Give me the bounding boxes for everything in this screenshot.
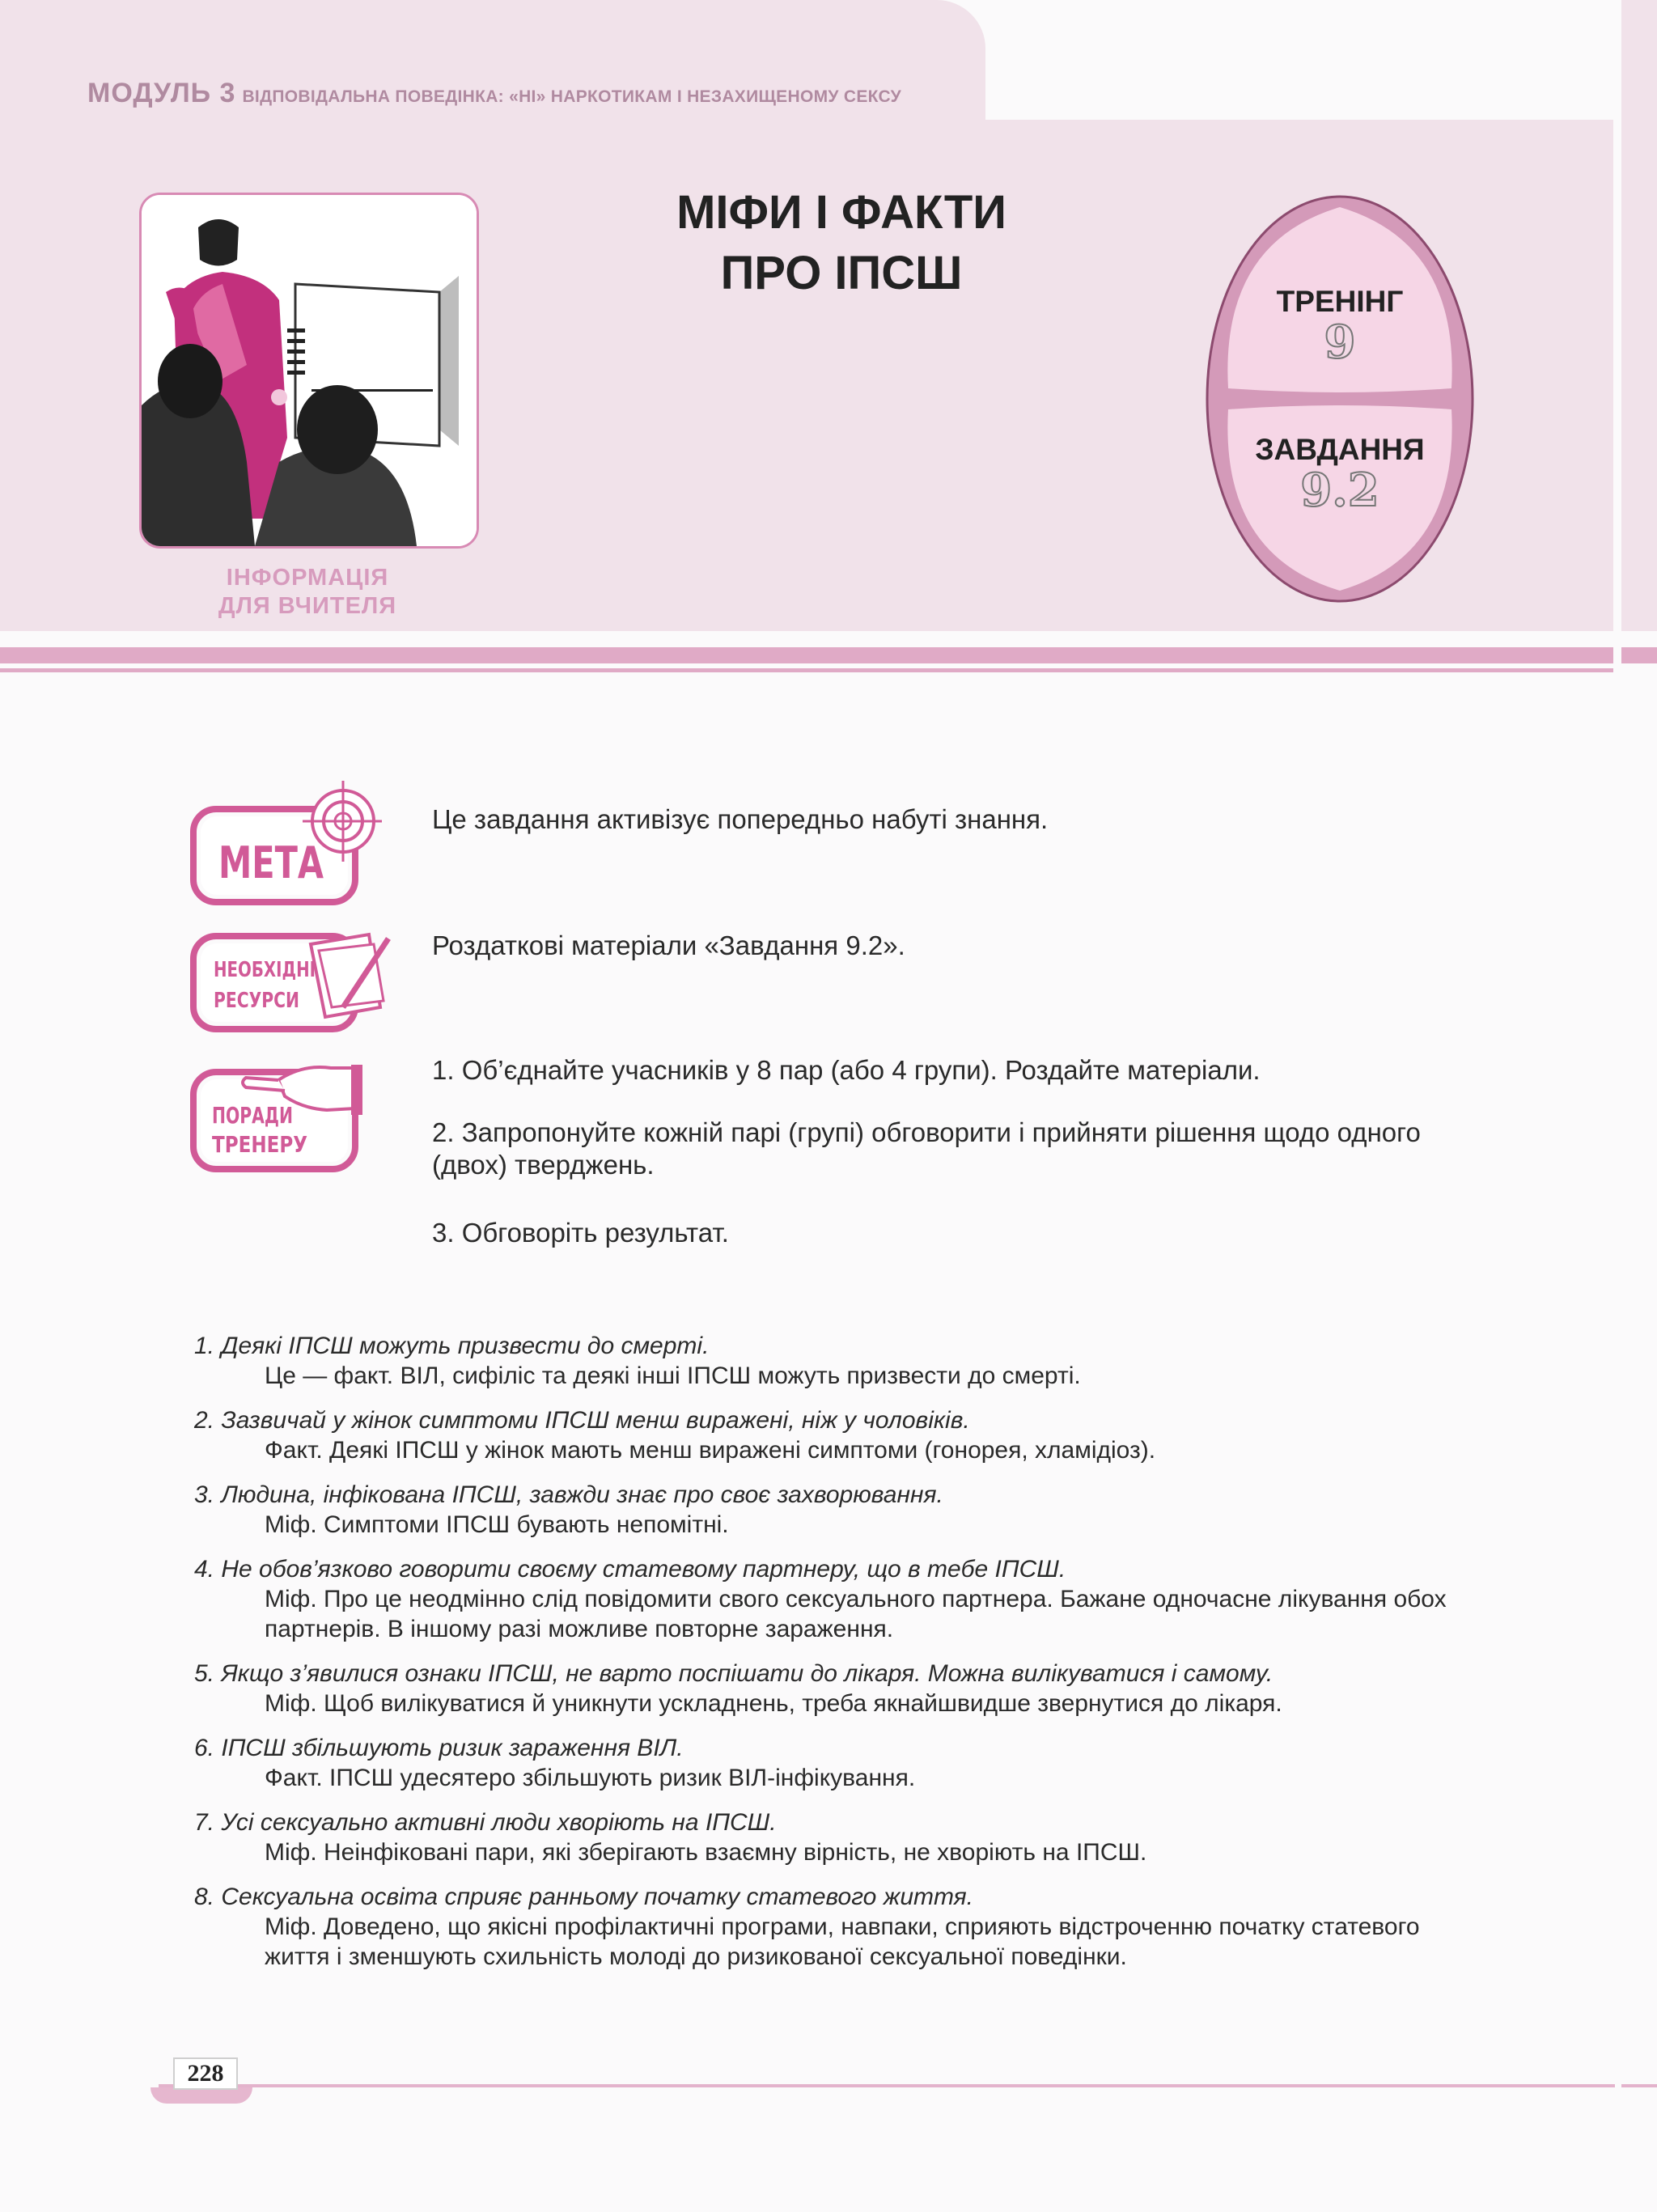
teacher-illustration: [139, 193, 479, 549]
task-number: 9.2: [1300, 464, 1379, 517]
answer: Міф. Симптоми ІПСШ бувають непомітні.: [265, 1511, 729, 1538]
statement: 6. ІПСШ збільшують ризик зараження ВІЛ.: [194, 1735, 684, 1761]
target-icon: [189, 777, 382, 906]
presentation-scene-icon: [142, 195, 477, 546]
resources-icon-box: [189, 926, 392, 1036]
resources-text: Роздаткові матеріали «Завдання 9.2».: [432, 930, 905, 960]
tips-icon-box: [189, 1060, 367, 1173]
module-header: [87, 78, 901, 109]
module-subtitle: ВІДПОВІДАЛЬНА ПОВЕДІНКА: «НІ» НАРКОТИКАМ І НЕЗАХИЩЕНОМУ СЕКСУ: [242, 87, 902, 106]
statement: 3. Людина, інфікована ІПСШ, завжди знає про своє захворювання.: [194, 1481, 943, 1508]
resources-label-line2: РЕСУРСИ: [214, 989, 299, 1013]
pointing-hand-icon: [189, 1060, 367, 1173]
statements-list: [194, 1331, 1473, 1986]
header-divider-right: [1621, 647, 1657, 663]
list-item: [194, 1807, 1473, 1867]
list-item: [194, 1733, 1473, 1793]
training-number: 9: [1324, 316, 1356, 369]
statement: 5. Якщо з’явилися ознаки ІПСШ, не варто поспішати до лікаря. Можна вилікуватися і самому.: [194, 1660, 1273, 1687]
resources-label-line1: НЕОБХІДНІ: [214, 958, 316, 982]
right-margin-strip: [1621, 0, 1657, 631]
statement: 8. Сексуальна освіта сприяє ранньому початку статевого життя.: [194, 1884, 974, 1910]
header-divider: [0, 647, 1613, 663]
footer-line: [159, 2084, 1615, 2087]
answer: Факт. ІПСШ удесятеро збільшують ризик ВІЛ-інфікування.: [265, 1765, 916, 1791]
training-label: ТРЕНІНГ: [1276, 285, 1404, 318]
answer: Факт. Деякі ІПСШ у жінок мають менш виражені симптоми (гонорея, хламідіоз).: [265, 1437, 1156, 1464]
oval-badge-icon: [1204, 194, 1476, 604]
goal-text: Це завдання активізує попередньо набуті знання.: [432, 804, 1049, 834]
answer: Міф. Щоб вилікуватися й уникнути ускладнень, треба якнайшвидше звернутися до лікаря.: [265, 1690, 1282, 1717]
answer: Міф. Доведено, що якісні профілактичні програми, навпаки, сприяють відстроченню початку статевого життя і зменшують схильність молоді до ризикованої сексуальної поведінки.: [265, 1913, 1420, 1970]
list-item: [194, 1554, 1473, 1644]
goal-label: МЕТА: [218, 837, 324, 888]
list-item: [194, 1882, 1473, 1972]
module-label: МОДУЛЬ 3: [87, 78, 236, 108]
goal-icon-box: [189, 777, 382, 906]
list-item: [194, 1405, 1473, 1465]
statement: 1. Деякі ІПСШ можуть призвести до смерті.: [194, 1333, 710, 1359]
tip-2: 2. Запропонуйте кожній парі (групі) обговорити і прийняти рішення щодо одного (двох) тверджень.: [432, 1117, 1421, 1180]
header-divider-thin: [0, 668, 1613, 672]
resources-paper-icon: [189, 926, 392, 1036]
teacher-info-label: [170, 564, 445, 621]
title-line1: МІФИ І ФАКТИ: [676, 186, 1006, 239]
tips-label-line2: ТРЕНЕРУ: [212, 1131, 307, 1158]
list-item: [194, 1659, 1473, 1718]
footer-tab: [150, 2087, 252, 2104]
tip-3: 3. Обговоріть результат.: [432, 1218, 729, 1248]
training-task-badge: [1204, 194, 1476, 604]
tip-1: 1. Об’єднайте учасників у 8 пар (або 4 групи). Роздайте матеріали.: [432, 1055, 1261, 1085]
teacher-info-line2: ДЛЯ ВЧИТЕЛЯ: [218, 593, 397, 619]
page-number: 228: [173, 2057, 238, 2090]
list-item: [194, 1480, 1473, 1540]
statement: 7. Усі сексуально активні люди хворіють на ІПСШ.: [194, 1809, 777, 1836]
statement: 4. Не обов’язково говорити своєму статевому партнеру, що в тебе ІПСШ.: [194, 1556, 1066, 1583]
tips-label-line1: ПОРАДИ: [212, 1102, 293, 1129]
page-title: [599, 182, 1084, 303]
statement: 2. Зазвичай у жінок симптоми ІПСШ менш виражені, ніж у чоловіків.: [194, 1407, 970, 1434]
answer: Міф. Неінфіковані пари, які зберігають взаємну вірність, не хворіють на ІПСШ.: [265, 1839, 1147, 1866]
answer: Міф. Про це неодмінно слід повідомити свого сексуального партнера. Бажане одночасне лікування обох партнерів. В іншому разі можливе повторне зараження.: [265, 1586, 1447, 1642]
task-label: ЗАВДАННЯ: [1255, 433, 1425, 466]
teacher-info-line1: ІНФОРМАЦІЯ: [226, 565, 389, 591]
list-item: [194, 1331, 1473, 1391]
title-line2: ПРО ІПСШ: [720, 247, 963, 299]
footer-line-right: [1621, 2084, 1657, 2087]
answer: Це — факт. ВІЛ, сифіліс та деякі інші ІПСШ можуть призвести до смерті.: [265, 1362, 1081, 1389]
